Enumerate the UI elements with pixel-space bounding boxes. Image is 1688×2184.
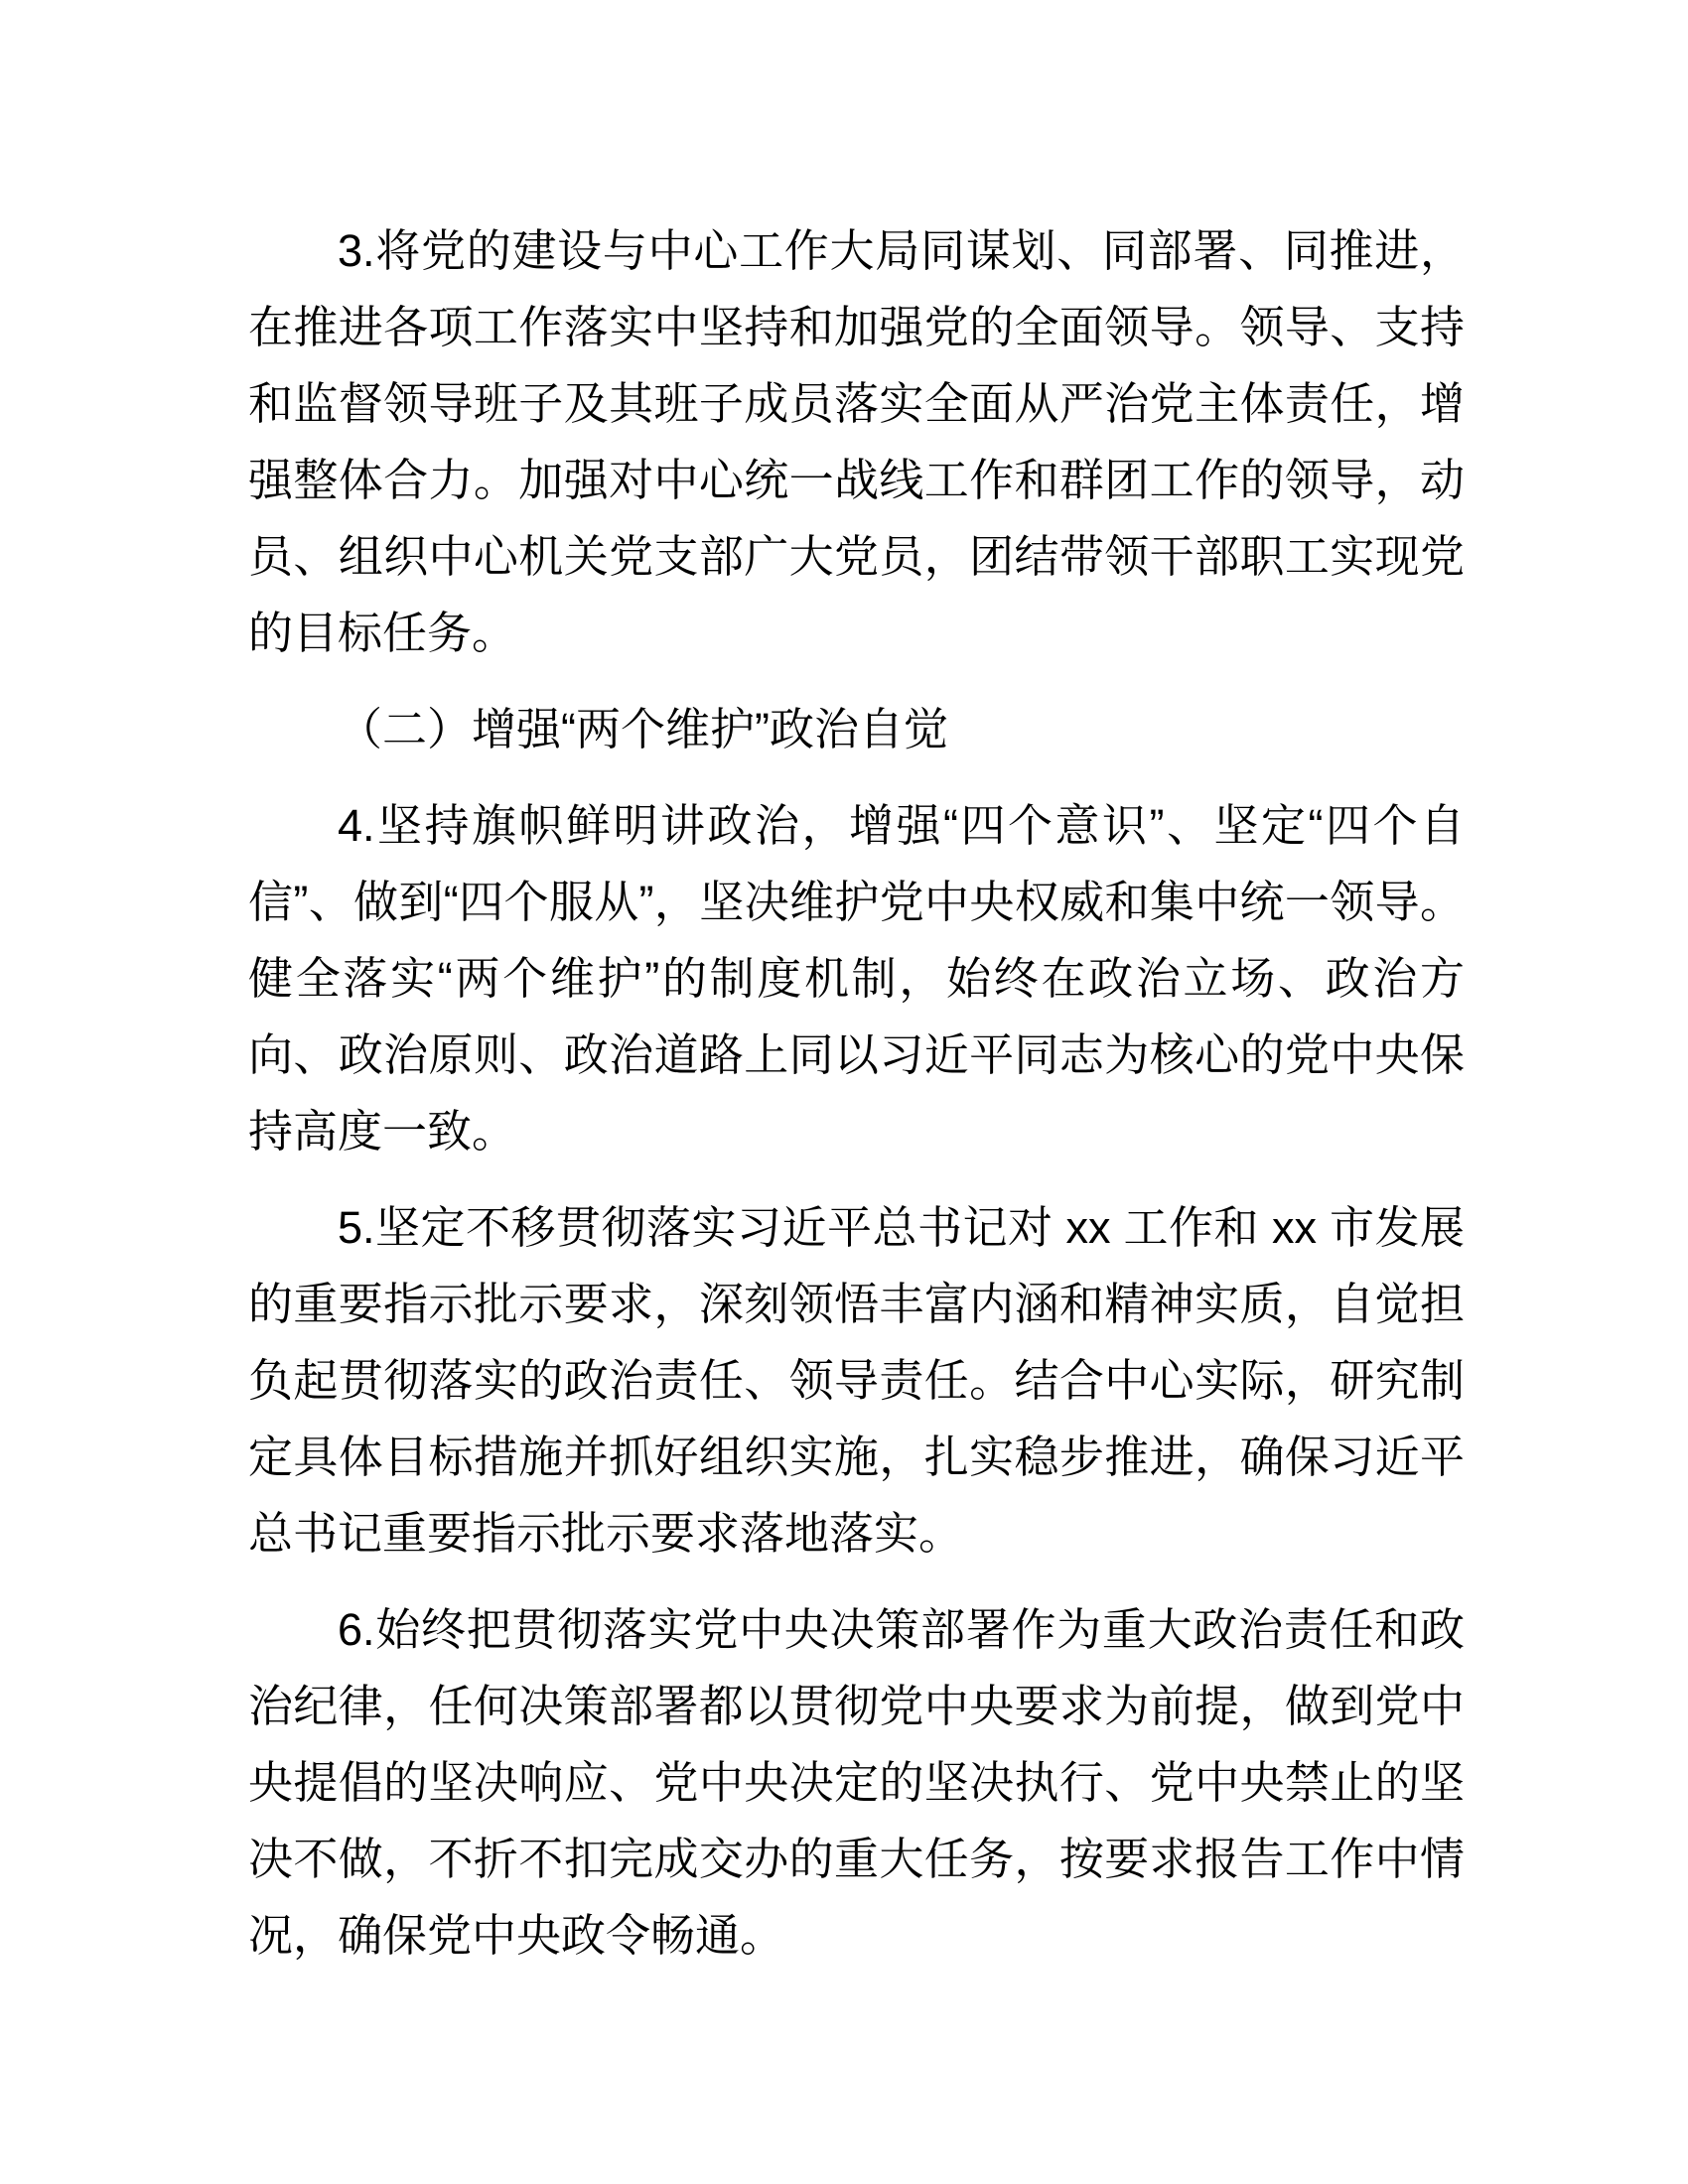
paragraph-item-5: 5.坚定不移贯彻落实习近平总书记对 xx 工作和 xx 市发展的重要指示批示要求，深刻领悟丰富内涵和精神实质，自觉担负起贯彻落实的政治责任、领导责任。结合中心实际，研究制定具体目标措施并抓好组织实施，扎实稳步推进，确保习近平总书记重要指示批示要求落地落实。 xyxy=(248,1202,1465,1559)
section-heading-two: （二）增强“两个维护”政治自觉 xyxy=(338,704,948,754)
paragraph-item-6: 6.始终把贯彻落实党中央决策部署作为重大政治责任和政治纪律，任何决策部署都以贯彻党中央要求为前提，做到党中央提倡的坚决响应、党中央决定的坚决执行、党中央禁止的坚决不做，不折不扣完成交办的重大任务，按要求报告工作中情况，确保党中央政令畅通。 xyxy=(248,1604,1465,1961)
paragraph-item-3: 3.将党的建设与中心工作大局同谋划、同部署、同推进，在推进各项工作落实中坚持和加强党的全面领导。领导、支持和监督领导班子及其班子成员落实全面从严治党主体责任，增强整体合力。加强对中心统一战线工作和群团工作的领导，动员、组织中心机关党支部广大党员，团结带领干部职工实现党的目标任务。 xyxy=(248,225,1465,658)
paragraph-item-4: 4.坚持旗帜鲜明讲政治，增强“四个意识”、坚定“四个自信”、做到“四个服从”，坚决维护党中央权威和集中统一领导。健全落实“两个维护”的制度机制，始终在政治立场、政治方向、政治原则、政治道路上同以习近平同志为核心的党中央保持高度一致。 xyxy=(248,800,1465,1157)
